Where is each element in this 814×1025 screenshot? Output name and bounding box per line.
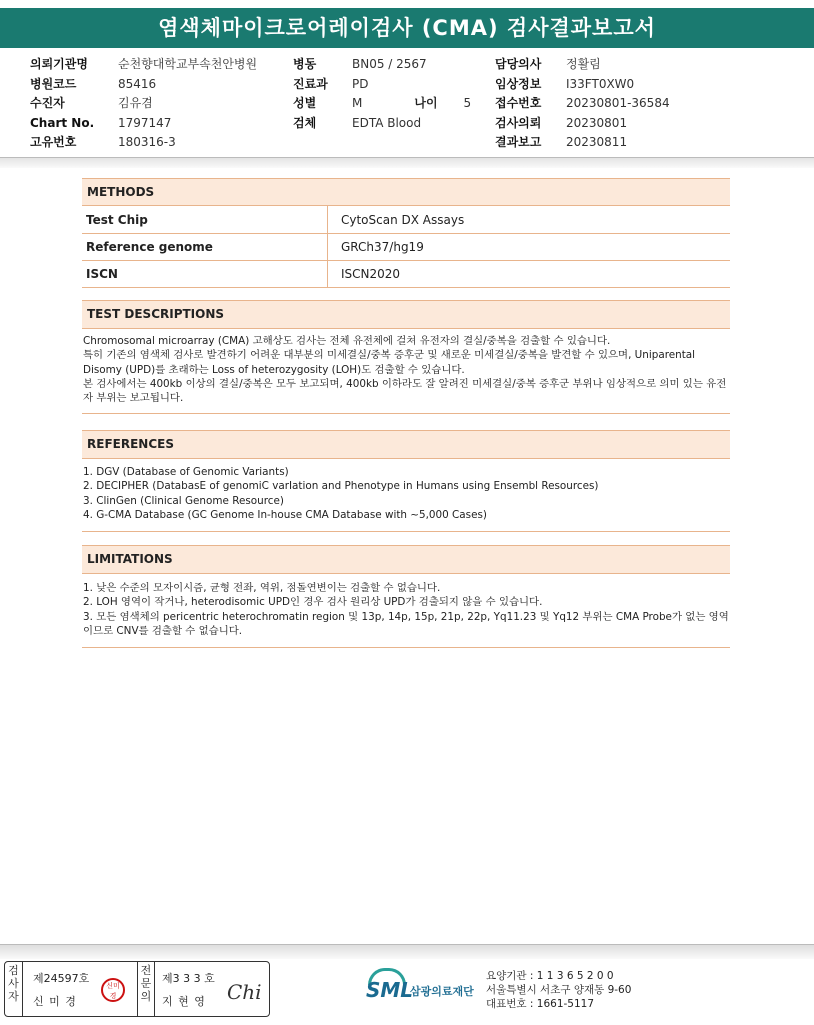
field-value: 정활림 xyxy=(566,57,601,71)
field-value: M xyxy=(352,96,363,110)
header-col-1 xyxy=(30,55,257,153)
references-list xyxy=(82,459,730,532)
paragraph-line: 본 검사에서는 400kb 이상의 결실/중복은 모두 보고되며, 400kb 이하라도 잘 알려진 미세결실/중복 증후군 부위나 임상적으로 의미 있는 유전자 부위는 보고됩니다. xyxy=(83,377,727,405)
paragraph-line: 특히 기존의 염색체 검사로 발견하기 어려운 대부분의 미세결실/중복 증후군 및 새로운 미세결실/중복을 발견할 수 있으며, Uniparental Disomy (UPD)를 초래하는 Loss of heterozygosity (LOH)도 검출할 수 있습니다. xyxy=(83,349,696,376)
signature-box xyxy=(4,961,270,1017)
logo-mark: SML xyxy=(366,978,414,1002)
references-section xyxy=(82,430,730,532)
age-value: 5 xyxy=(463,96,472,110)
specialist-name: 지 현 영 xyxy=(162,995,206,1008)
header-col-2 xyxy=(293,55,471,133)
table-row xyxy=(82,261,730,288)
header-col-3 xyxy=(495,55,670,153)
field-label: 담당의사 xyxy=(495,57,542,71)
header-field xyxy=(293,75,471,95)
field-value: 20230811 xyxy=(566,135,628,149)
footer-divider xyxy=(0,944,814,959)
list-item: 3. ClinGen (Clinical Genome Resource) xyxy=(83,494,284,507)
method-value: ISCN2020 xyxy=(328,261,731,288)
list-item: 2. LOH 영역이 작거나, heterodisomic UPD인 경우 검사 원리상 UPD가 검출되지 않을 수 있습니다. xyxy=(83,596,543,609)
table-row xyxy=(82,206,730,234)
header-divider xyxy=(0,157,814,168)
header-field xyxy=(293,114,471,134)
field-value: EDTA Blood xyxy=(352,115,422,130)
field-label: 수진자 xyxy=(30,96,65,110)
inspector-name: 신 미 경 xyxy=(33,995,77,1008)
list-item: 2. DECIPHER (DatabasE of genomiC varIation and Phenotype in Humans using Ensembl Resources) xyxy=(83,480,599,493)
methods-table xyxy=(82,206,730,288)
field-value: 김유겸 xyxy=(118,96,153,110)
header-field xyxy=(30,114,257,134)
header-field xyxy=(30,94,257,114)
table-row xyxy=(82,234,730,261)
field-label: 성별 xyxy=(293,96,317,110)
field-label: 검사의뢰 xyxy=(495,115,542,130)
header-field xyxy=(495,114,670,134)
field-label: 고유번호 xyxy=(30,135,77,149)
age-label: 나이 xyxy=(414,96,438,110)
list-item: 1. DGV (Database of Genomic Variants) xyxy=(83,466,289,478)
method-key: Test Chip xyxy=(82,206,328,234)
limitations-section xyxy=(82,545,730,648)
field-label: 접수번호 xyxy=(495,96,542,110)
inspector-license-no: 제24597호 xyxy=(33,972,90,985)
inspector-vertical-label: 검 사 자 xyxy=(5,962,23,1016)
field-value: 20230801-36584 xyxy=(566,96,670,110)
signature-icon: Chi xyxy=(227,980,262,1004)
limitations-list xyxy=(82,574,730,648)
field-label: 진료과 xyxy=(293,76,328,91)
method-value: CytoScan DX Assays xyxy=(328,206,731,234)
test-descriptions-heading: TEST DESCRIPTIONS xyxy=(82,300,730,329)
list-item: 4. G-CMA Database (GC Genome In-house CMA Database with ~5,000 Cases) xyxy=(83,508,487,521)
field-value: 1797147 xyxy=(118,115,172,130)
field-label: Chart No. xyxy=(30,115,95,130)
logo-org-name: 삼광의료재단 xyxy=(410,985,474,998)
field-value: 순천향대학교부속천안병원 xyxy=(118,57,258,71)
field-value: 20230801 xyxy=(566,115,628,130)
test-descriptions-body xyxy=(82,329,730,414)
field-label: 임상정보 xyxy=(495,76,542,91)
field-value: BN05 / 2567 xyxy=(352,57,427,71)
field-label: 결과보고 xyxy=(495,135,542,149)
header-field xyxy=(30,75,257,95)
method-value: GRCh37/hg19 xyxy=(328,234,731,261)
field-label: 병동 xyxy=(293,57,317,71)
references-heading: REFERENCES xyxy=(82,430,730,459)
field-value: PD xyxy=(352,76,369,91)
list-item: 3. 모든 염색체의 pericentric heterochromatin region 및 13p, 14p, 15p, 21p, 22p, Yq11.23 및 Yq12 부위는 CMA Probe가 없는 영역이므로 CNV를 검출할 수 없습니다. xyxy=(83,610,729,637)
seal-stamp-icon: 신미경 xyxy=(101,978,125,1002)
field-value: I33FT0XW0 xyxy=(566,76,635,91)
specialist-vertical-label: 전 문 의 xyxy=(137,962,155,1016)
org-info-line: 요양기관 : 1 1 3 6 5 2 0 0 xyxy=(486,970,614,982)
field-value: 180316-3 xyxy=(118,135,176,149)
field-label: 의뢰기관명 xyxy=(30,57,88,71)
field-value: 85416 xyxy=(118,76,157,91)
org-info-line: 서울특별시 서초구 양재동 9-60 xyxy=(486,984,632,996)
method-key: Reference genome xyxy=(82,234,328,261)
limitations-heading: LIMITATIONS xyxy=(82,545,730,574)
methods-section xyxy=(82,178,730,288)
sml-logo xyxy=(366,966,484,1006)
test-descriptions-section xyxy=(82,300,730,414)
header-field xyxy=(293,94,471,114)
list-item: 1. 낮은 수준의 모자이시즘, 균형 전좌, 역위, 점돌연변이는 검출할 수 없습니다. xyxy=(83,582,441,594)
report-title: 염색체마이크로어레이검사 (CMA) 검사결과보고서 xyxy=(0,8,814,48)
method-key: ISCN xyxy=(82,261,328,288)
org-info xyxy=(486,969,631,1011)
specialist-license-no: 제3 3 3 호 xyxy=(162,972,215,985)
header-field xyxy=(495,55,670,75)
paragraph-line: Chromosomal microarray (CMA) 고해상도 검사는 전체 유전체에 걸쳐 유전자의 결실/중복을 검출할 수 있습니다. xyxy=(83,335,611,347)
header-field xyxy=(495,75,670,95)
field-label: 검체 xyxy=(293,115,317,130)
org-info-line: 대표번호 : 1661-5117 xyxy=(486,998,595,1010)
header-field xyxy=(30,133,257,153)
methods-heading: METHODS xyxy=(82,178,730,206)
header-field xyxy=(495,94,670,114)
header-field xyxy=(495,133,670,153)
header-field xyxy=(293,55,471,75)
field-label: 병원코드 xyxy=(30,76,77,91)
header-field xyxy=(30,55,257,75)
